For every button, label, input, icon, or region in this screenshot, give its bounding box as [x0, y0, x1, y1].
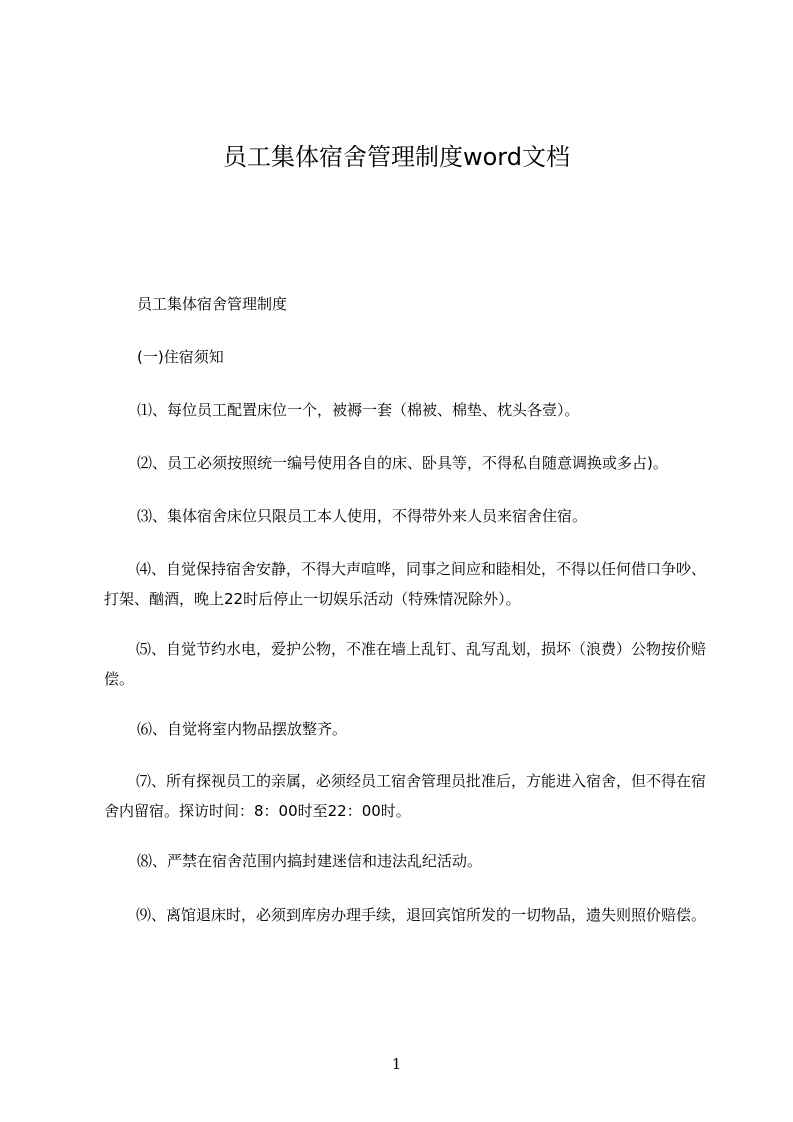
rule-item-3: ⑶、集体宿舍床位只限员工本人使用，不得带外来人员来宿舍住宿。 [137, 507, 588, 525]
rule-item-1: ⑴、每位员工配置床位一个，被褥一套（棉被、棉垫、枕头各壹）。 [137, 401, 580, 419]
section-heading: 员工集体宿舍管理制度 [137, 295, 288, 313]
rule-item-5: ⑸、自觉节约水电，爱护公物，不准在墙上乱钉、乱写乱划，损坏（浪费）公物按价赔偿。 [104, 640, 707, 688]
rule-item-2: ⑵、员工必须按照统一编号使用各自的床、卧具等，不得私自随意调换或多占)。 [137, 454, 668, 472]
rule-item-9: ⑼、离馆退床时，必须到库房办理手续，退回宾馆所发的一切物品，遗失则照价赔偿。 [136, 906, 707, 924]
rule-item-6: ⑹、自觉将室内物品摆放整齐。 [137, 720, 348, 738]
document-title: 员工集体宿舍管理制度word文档 [223, 143, 570, 171]
subsection-heading: (一)住宿须知 [137, 348, 224, 366]
rule-item-4: ⑷、自觉保持宿舍安静，不得大声喧哗，同事之间应和睦相处，不得以任何借口争吵、打架、酗酒，晚上22时后停止一切娱乐活动（特殊情况除外）。 [104, 560, 707, 608]
rule-item-8: ⑻、严禁在宿舍范围内搞封建迷信和违法乱纪活动。 [137, 852, 483, 870]
page-number: 1 [391, 1055, 402, 1073]
rule-item-7: ⑺、所有探视员工的亲属，必须经员工宿舍管理员批准后，方能进入宿舍，但不得在宿舍内留宿。探访时间：8：00时至22：00时。 [104, 772, 707, 820]
